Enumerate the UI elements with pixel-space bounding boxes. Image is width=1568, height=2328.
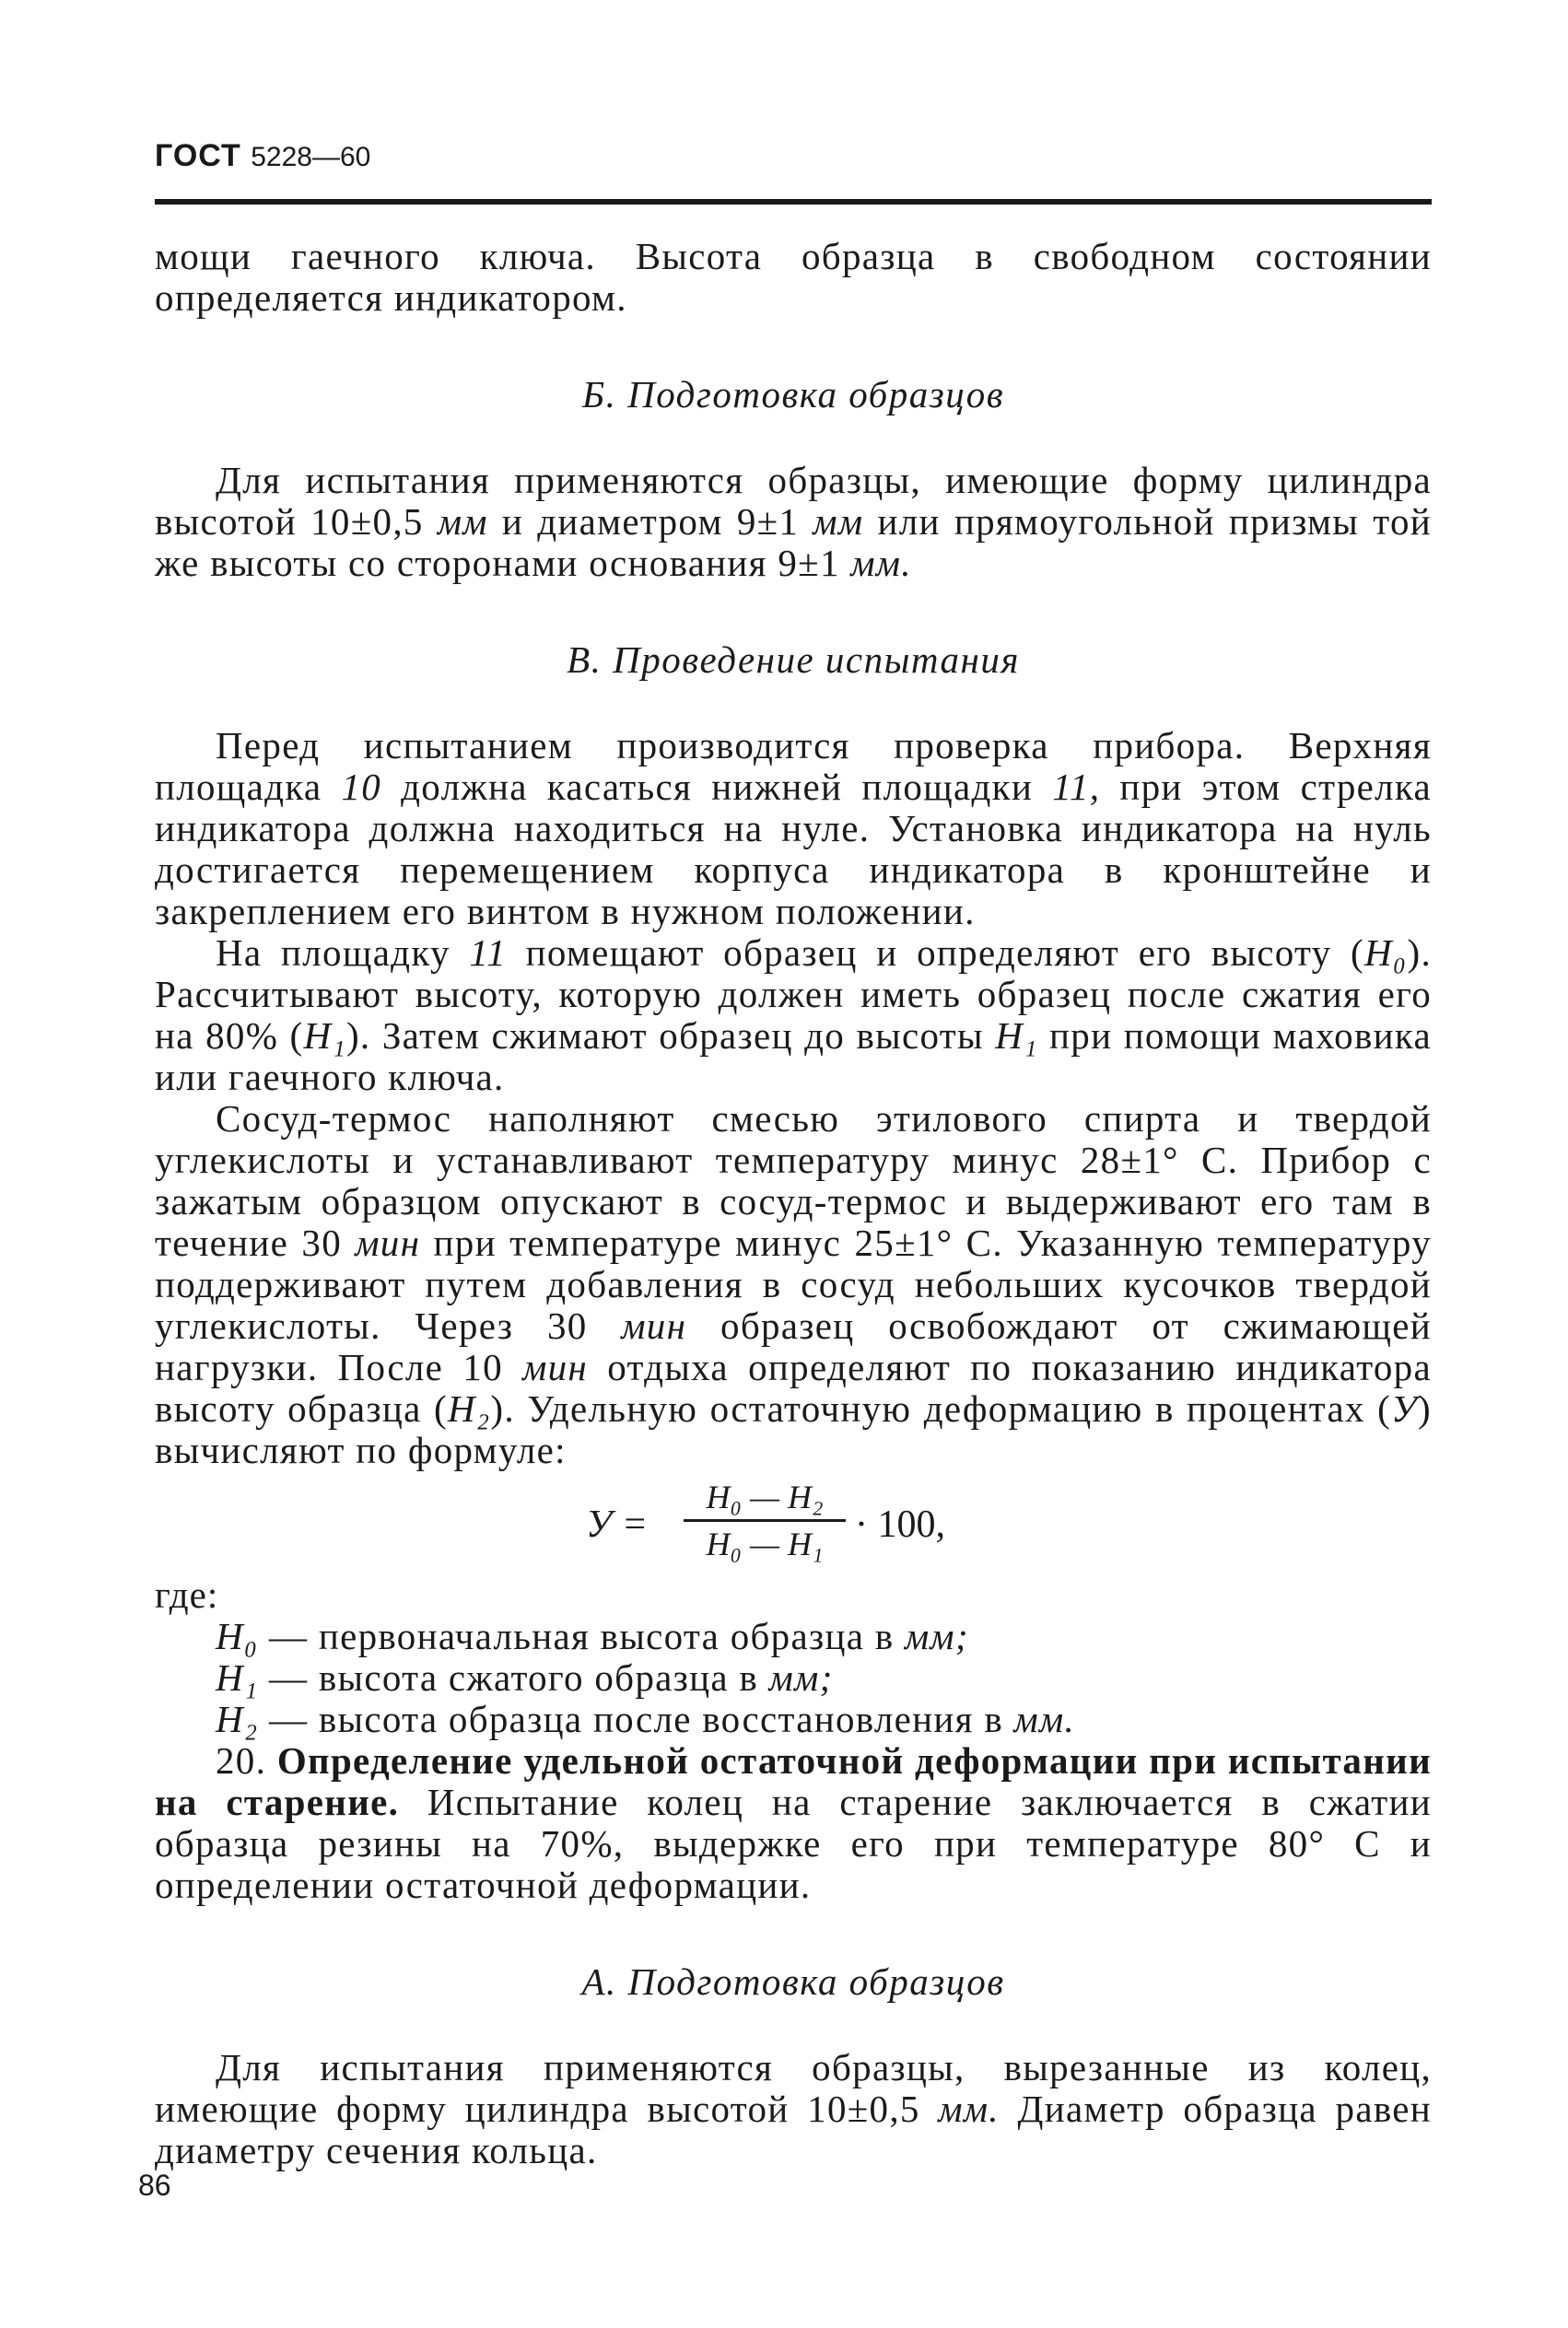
document-page — [155, 138, 1432, 2171]
section-heading-b: Б. Подготовка образцов — [581, 373, 1005, 415]
paragraph-v1: Перед испытанием производится проверка прибора. Верхняя площадка 10 должна касаться нижней площадки 11, при этом стрелка индикатора должна находиться на нуле. Установка индикатора на нуль достигается перемещением корпуса индикатора в кронштейне и закреплением его винтом в нужном положении. — [155, 724, 1432, 932]
definition-h2: H₂ — высота образца после восстановления в мм. — [216, 1698, 1076, 1740]
where-label: где: — [155, 1573, 219, 1616]
section-heading-a: А. Подготовка образцов — [581, 1960, 1005, 2003]
header-rule — [155, 199, 1432, 205]
paragraph-b: Для испытания применяются образцы, имеющие форму цилиндра высотой 10±0,5 мм и диаметром 9±1 мм или прямоугольной призмы той же высоты со сторонами основания 9±1 мм. — [155, 459, 1432, 584]
formula-rhs: · 100, — [855, 1503, 945, 1546]
page-number: 86 — [138, 2169, 171, 2202]
paragraph-continued: мощи гаечного ключа. Высота образца в свободном состоянии определяется индикатором. — [155, 235, 1432, 319]
formula-numerator: H₀ — H₂ — [706, 1479, 824, 1515]
header-label: ГОСТ — [155, 138, 241, 173]
paragraph-v3: Сосуд-термос наполняют смесью этилового спирта и твердой углекислоты и устанавливают температуру минус 28±1° С. Прибор с зажатым образцом опускают в сосуд-термос и выдерживают его там в течение 30 мин при температуре минус 25±1° С. Указанную температуру поддерживают путем добавления в сосуд небольших кусочков твердой углекислоты. Через 30 мин образец освобождают от сжимающей нагрузки. После 10 мин отдыха определяют по показанию индикатора высоту образца (H₂). Удельную остаточную деформацию в процентах (У) вычисляют по формуле: — [155, 1097, 1432, 1471]
paragraph-a: Для испытания применяются образцы, вырезанные из колец, имеющие форму цилиндра высотой 10±0,5 мм. Диаметр образца равен диаметру сечения кольца. — [155, 2046, 1432, 2171]
paragraph-v2: На площадку 11 помещают образец и определяют его высоту (H₀). Рассчитывают высоту, которую должен иметь образец после сжатия его на 80% (H₁). Затем сжимают образец до высоты H₁ при помощи маховика или гаечного ключа. — [155, 931, 1432, 1098]
formula-fraction — [684, 1477, 846, 1564]
paragraph-20: 20. Определение удельной остаточной деформации при испытании на старение. Испытание колец на старение заключается в сжатии образца резины на 70%, выдержке его при температуре 80° С и определении остаточной деформации. — [155, 1739, 1433, 1906]
section-heading-v: В. Проведение испытания — [567, 638, 1020, 681]
header-standard-number: 5228—60 — [251, 142, 371, 172]
formula-denominator: H₀ — H₁ — [706, 1526, 824, 1562]
formula-lhs: У = — [586, 1503, 649, 1546]
definition-h0: H₀ — первоначальная высота образца в мм; — [216, 1615, 969, 1657]
page-header — [155, 138, 1432, 179]
fraction-bar — [684, 1519, 846, 1522]
formula — [155, 1477, 1432, 1569]
definition-h1: H₁ — высота сжатого образца в мм; — [216, 1656, 834, 1699]
